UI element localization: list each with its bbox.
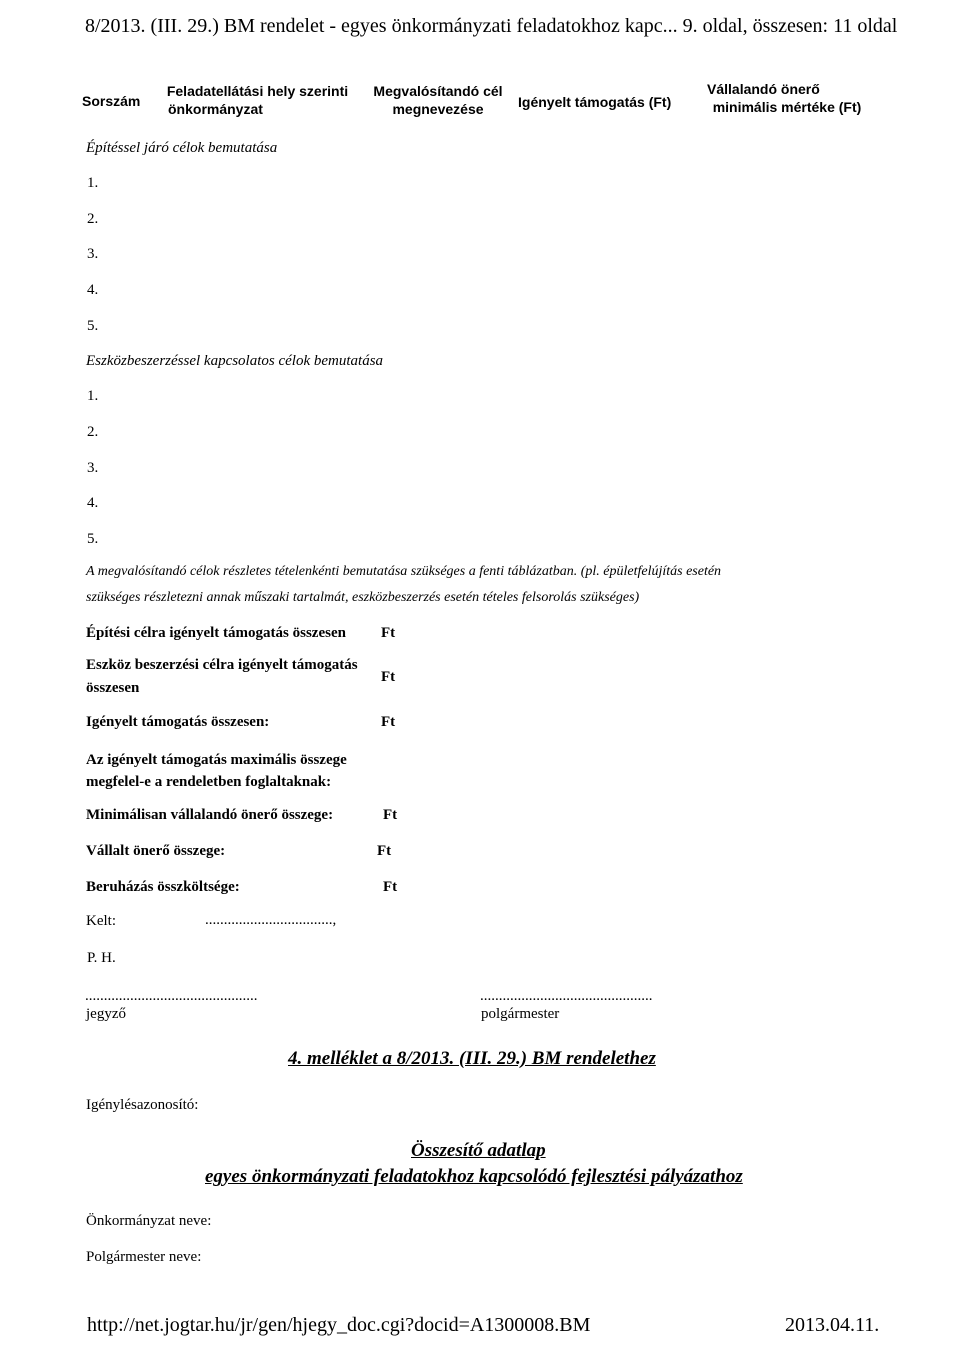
jegyzo-label: jegyző bbox=[86, 1006, 126, 1022]
annex-heading-1: Összesítő adatlap bbox=[411, 1140, 546, 1161]
list-item: 5. bbox=[87, 318, 99, 334]
list-item: 1. bbox=[87, 175, 99, 191]
column-header-cel-line1: Megvalósítandó cél bbox=[373, 83, 503, 99]
footer-date: 2013.04.11. bbox=[785, 1314, 880, 1336]
column-header-onero-line2: minimális mértéke (Ft) bbox=[712, 99, 862, 115]
summary-beruhazas-unit: Ft bbox=[383, 879, 398, 895]
note-line-1: A megvalósítandó célok részletes tételenkénti bemutatása szükséges a fenti táblázatban. (pl. épületfelújítás esetén bbox=[86, 564, 722, 579]
summary-vallalt-unit: Ft bbox=[377, 843, 392, 859]
section-title-eszkoz: Eszközbeszerzéssel kapcsolatos célok bemutatása bbox=[86, 353, 384, 369]
summary-max-label-2: megfelel-e a rendeletben foglaltaknak: bbox=[86, 774, 332, 790]
column-header-oneró bbox=[702, 80, 872, 116]
column-header-cel bbox=[368, 82, 508, 118]
summary-vallalt-label: Vállalt önerő összege: bbox=[86, 843, 226, 859]
list-item: 4. bbox=[87, 282, 99, 298]
summary-eszkoz-label-1: Eszköz beszerzési célra igényelt támogatás bbox=[86, 657, 358, 673]
summary-eszkoz-unit: Ft bbox=[381, 669, 396, 685]
list-item: 2. bbox=[87, 211, 99, 227]
onkormanyzat-neve-label: Önkormányzat neve: bbox=[86, 1213, 212, 1229]
note-line-2: szükséges részletezni annak műszaki tartalmát, eszközbeszerzés esetén tételes felsorolás szükséges) bbox=[86, 590, 640, 605]
column-header-onkormanyzat bbox=[150, 82, 365, 118]
page-header-title: 8/2013. (III. 29.) BM rendelet - egyes önkormányzati feladatokhoz kapc... 9. oldal, összesen: 11 oldal bbox=[85, 15, 898, 37]
polgarmester-label: polgármester bbox=[481, 1006, 560, 1022]
kelt-label: Kelt: bbox=[86, 913, 116, 929]
igenyles-azonosito-label: Igénylésazonosító: bbox=[86, 1097, 199, 1113]
column-header-sorszam: Sorszám bbox=[82, 93, 141, 109]
column-header-onero-line1: Vállalandó önerő bbox=[707, 81, 820, 97]
summary-max-label-1: Az igényelt támogatás maximális összege bbox=[86, 752, 347, 768]
ph-label: P. H. bbox=[87, 950, 116, 966]
summary-min-onero-label: Minimálisan vállalandó önerő összege: bbox=[86, 807, 334, 823]
summary-epitesi-unit: Ft bbox=[381, 625, 396, 641]
kelt-dots: .................................., bbox=[205, 912, 337, 928]
column-header-onkormanyzat-line2: önkormányzat bbox=[168, 101, 263, 117]
list-item: 3. bbox=[87, 246, 99, 262]
column-header-cel-line2: megnevezése bbox=[392, 101, 484, 117]
section-title-epites: Építéssel járó célok bemutatása bbox=[86, 140, 278, 156]
column-header-igenyelt: Igényelt támogatás (Ft) bbox=[518, 94, 672, 110]
signature-line-left: .............................................. bbox=[85, 988, 258, 1004]
column-header-onkormanyzat-line1: Feladatellátási hely szerinti bbox=[166, 83, 349, 99]
list-item: 5. bbox=[87, 531, 99, 547]
list-item: 3. bbox=[87, 460, 99, 476]
summary-epitesi-label: Építési célra igényelt támogatás összesen bbox=[86, 625, 346, 641]
polgarmester-neve-label: Polgármester neve: bbox=[86, 1249, 202, 1265]
summary-igenyelt-label: Igényelt támogatás összesen: bbox=[86, 714, 270, 730]
summary-eszkoz-label-2: összesen bbox=[86, 680, 140, 696]
summary-igenyelt-unit: Ft bbox=[381, 714, 396, 730]
list-item: 1. bbox=[87, 388, 99, 404]
summary-beruhazas-label: Beruházás összköltsége: bbox=[86, 879, 240, 895]
annex-title: 4. melléklet a 8/2013. (III. 29.) BM rendelethez bbox=[288, 1048, 656, 1069]
annex-heading-2: egyes önkormányzati feladatokhoz kapcsolódó fejlesztési pályázathoz bbox=[205, 1166, 743, 1187]
summary-min-onero-unit: Ft bbox=[383, 807, 398, 823]
footer-url: http://net.jogtar.hu/jr/gen/hjegy_doc.cgi?docid=A1300008.BM bbox=[87, 1314, 591, 1336]
list-item: 2. bbox=[87, 424, 99, 440]
list-item: 4. bbox=[87, 495, 99, 511]
signature-line-right: .............................................. bbox=[480, 988, 653, 1004]
